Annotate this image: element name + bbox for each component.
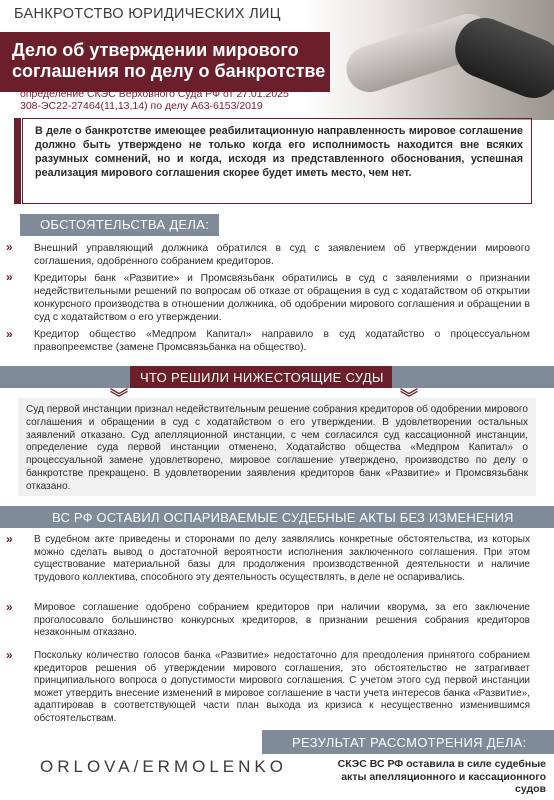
logo-right: ERMOLENKO	[142, 757, 287, 776]
company-logo	[40, 757, 287, 777]
case-reference-line1: определение СКЭС Верховного Суда РФ от 27.01.2025	[20, 88, 289, 100]
lower-courts-header: ЧТО РЕШИЛИ НИЖЕСТОЯЩИЕ СУДЫ	[130, 366, 392, 388]
circumstance-item: Кредитор общество «Медпром Капитал» направило в суд ходатайство о процессуальном правопреемстве (замене Промсвязьбанка на общество).	[34, 329, 530, 353]
supreme-item: Поскольку количество голосов банка «Развитие» недостаточно для преодоления принятого собранием кредиторов решения об утверждении мирового соглашения, это обстоятельство не затрагивает принципиального вопроса о допустимости мирового соглашения. С учетом этого суд первой инстанции может утвердить внесение изменений в мировое соглашение в части учета интересов банка «Развитие», адаптировав в соответствующей части план выхода из кризиса к несущественно изменившимся обстоятельствам.	[34, 650, 530, 724]
page-title	[0, 32, 330, 92]
supreme-court-header: ВС РФ ОСТАВИЛ ОСПАРИВАЕМЫЕ СУДЕБНЫЕ АКТЫ БЕЗ ИЗМЕНЕНИЯ	[0, 506, 554, 528]
circumstance-item: Внешний управляющий должника обратился в суд с заявлением об утверждении мирового соглашения, одобренного собранием кредиторов.	[34, 243, 530, 267]
page-title-line1: Дело об утверждении мирового	[12, 40, 299, 60]
chevron-right-icon: »	[6, 240, 13, 254]
result-header: РЕЗУЛЬТАТ РАССМОТРЕНИЯ ДЕЛА:	[262, 730, 554, 754]
hero	[0, 0, 554, 120]
chevron-right-icon: »	[6, 532, 13, 546]
case-reference-line2: 308-ЭС22-27464(11,13,14) по делу А63-6153/2019	[20, 100, 263, 112]
circumstances-header: ОБСТОЯТЕЛЬСТВА ДЕЛА:	[30, 214, 219, 236]
result-line1: СКЭС ВС РФ оставила в силе судебные	[337, 758, 546, 770]
supreme-item: В судебном акте приведены и сторонами по делу заявлялись конкретные обстоятельства, из которых можно сделать вывод о достаточной вероятности исполнения заключенного соглашения. При этом существование материальной базы для продолжения производственной деятельности и наличие трудового коллектива, способного эту деятельность осуществлять, в деле не оспаривались.	[34, 534, 530, 583]
logo-left: ORLOVA	[40, 757, 134, 776]
thesis-box: В деле о банкротстве имеющее реабилитационную направленность мировое соглашение должно быть утверждено не только когда его исполнимость находится вне всяких разумных сомнений, но и когда, исходя из представленного обоснования, успешная реализация мирового соглашения скорее будет иметь место, чем нет.	[22, 118, 532, 204]
chevron-right-icon: »	[6, 270, 13, 284]
logo-divider-icon: /	[133, 757, 143, 776]
result-text	[262, 758, 554, 796]
circumstance-item: Кредиторы банк «Развитие» и Промсвязьбанк обратились в суд с заявлениями о признании недействительными решений по вопросам об отказе от обращения в суд с ходатайством об открытии конкурсного производства в отношении должника, об одобрении мирового соглашения и обращении в суд с ходатайством о его утверждении.	[34, 273, 530, 323]
lower-courts-box	[18, 398, 536, 496]
chevron-right-icon: »	[6, 327, 13, 341]
lower-courts-text: Суд первой инстанции признал недействительным решение собрания кредиторов об одобрении мирового соглашения и обращении в суд с ходатайством о его утверждении. В удовлетворении остальных заявлений отказано. Суд апелляционной инстанции, с чем согласился суд кассационной инстанции, определение суда первой инстанции отменено, Ходатайство общества «Медпром Капитал» о процессуальной замене удовлетворено, мировое соглашение утверждено, производство по делу о банкротстве прекращено. В удовлетворении заявления кредиторов банк «Развитие» и Промсвязьбанк отказано.	[26, 404, 528, 492]
result-line3: судов	[515, 783, 546, 795]
result-line2: акты апелляционного и кассационного	[341, 770, 546, 783]
chevron-right-icon: »	[6, 600, 13, 614]
supreme-item: Мировое соглашение одобрено собранием кредиторов при наличии кворума, за его заключение проголосовало большинство конкурсных кредиторов, в признании решения собрания кредиторов незаконным отказано.	[34, 602, 530, 639]
case-reference	[20, 88, 289, 112]
handshake-image	[304, 0, 554, 120]
brand-title: БАНКРОТСТВО ЮРИДИЧЕСКИХ ЛИЦ	[14, 6, 281, 22]
chevron-right-icon: »	[6, 648, 13, 662]
page-title-line2: соглашения по делу о банкротстве	[12, 61, 326, 81]
